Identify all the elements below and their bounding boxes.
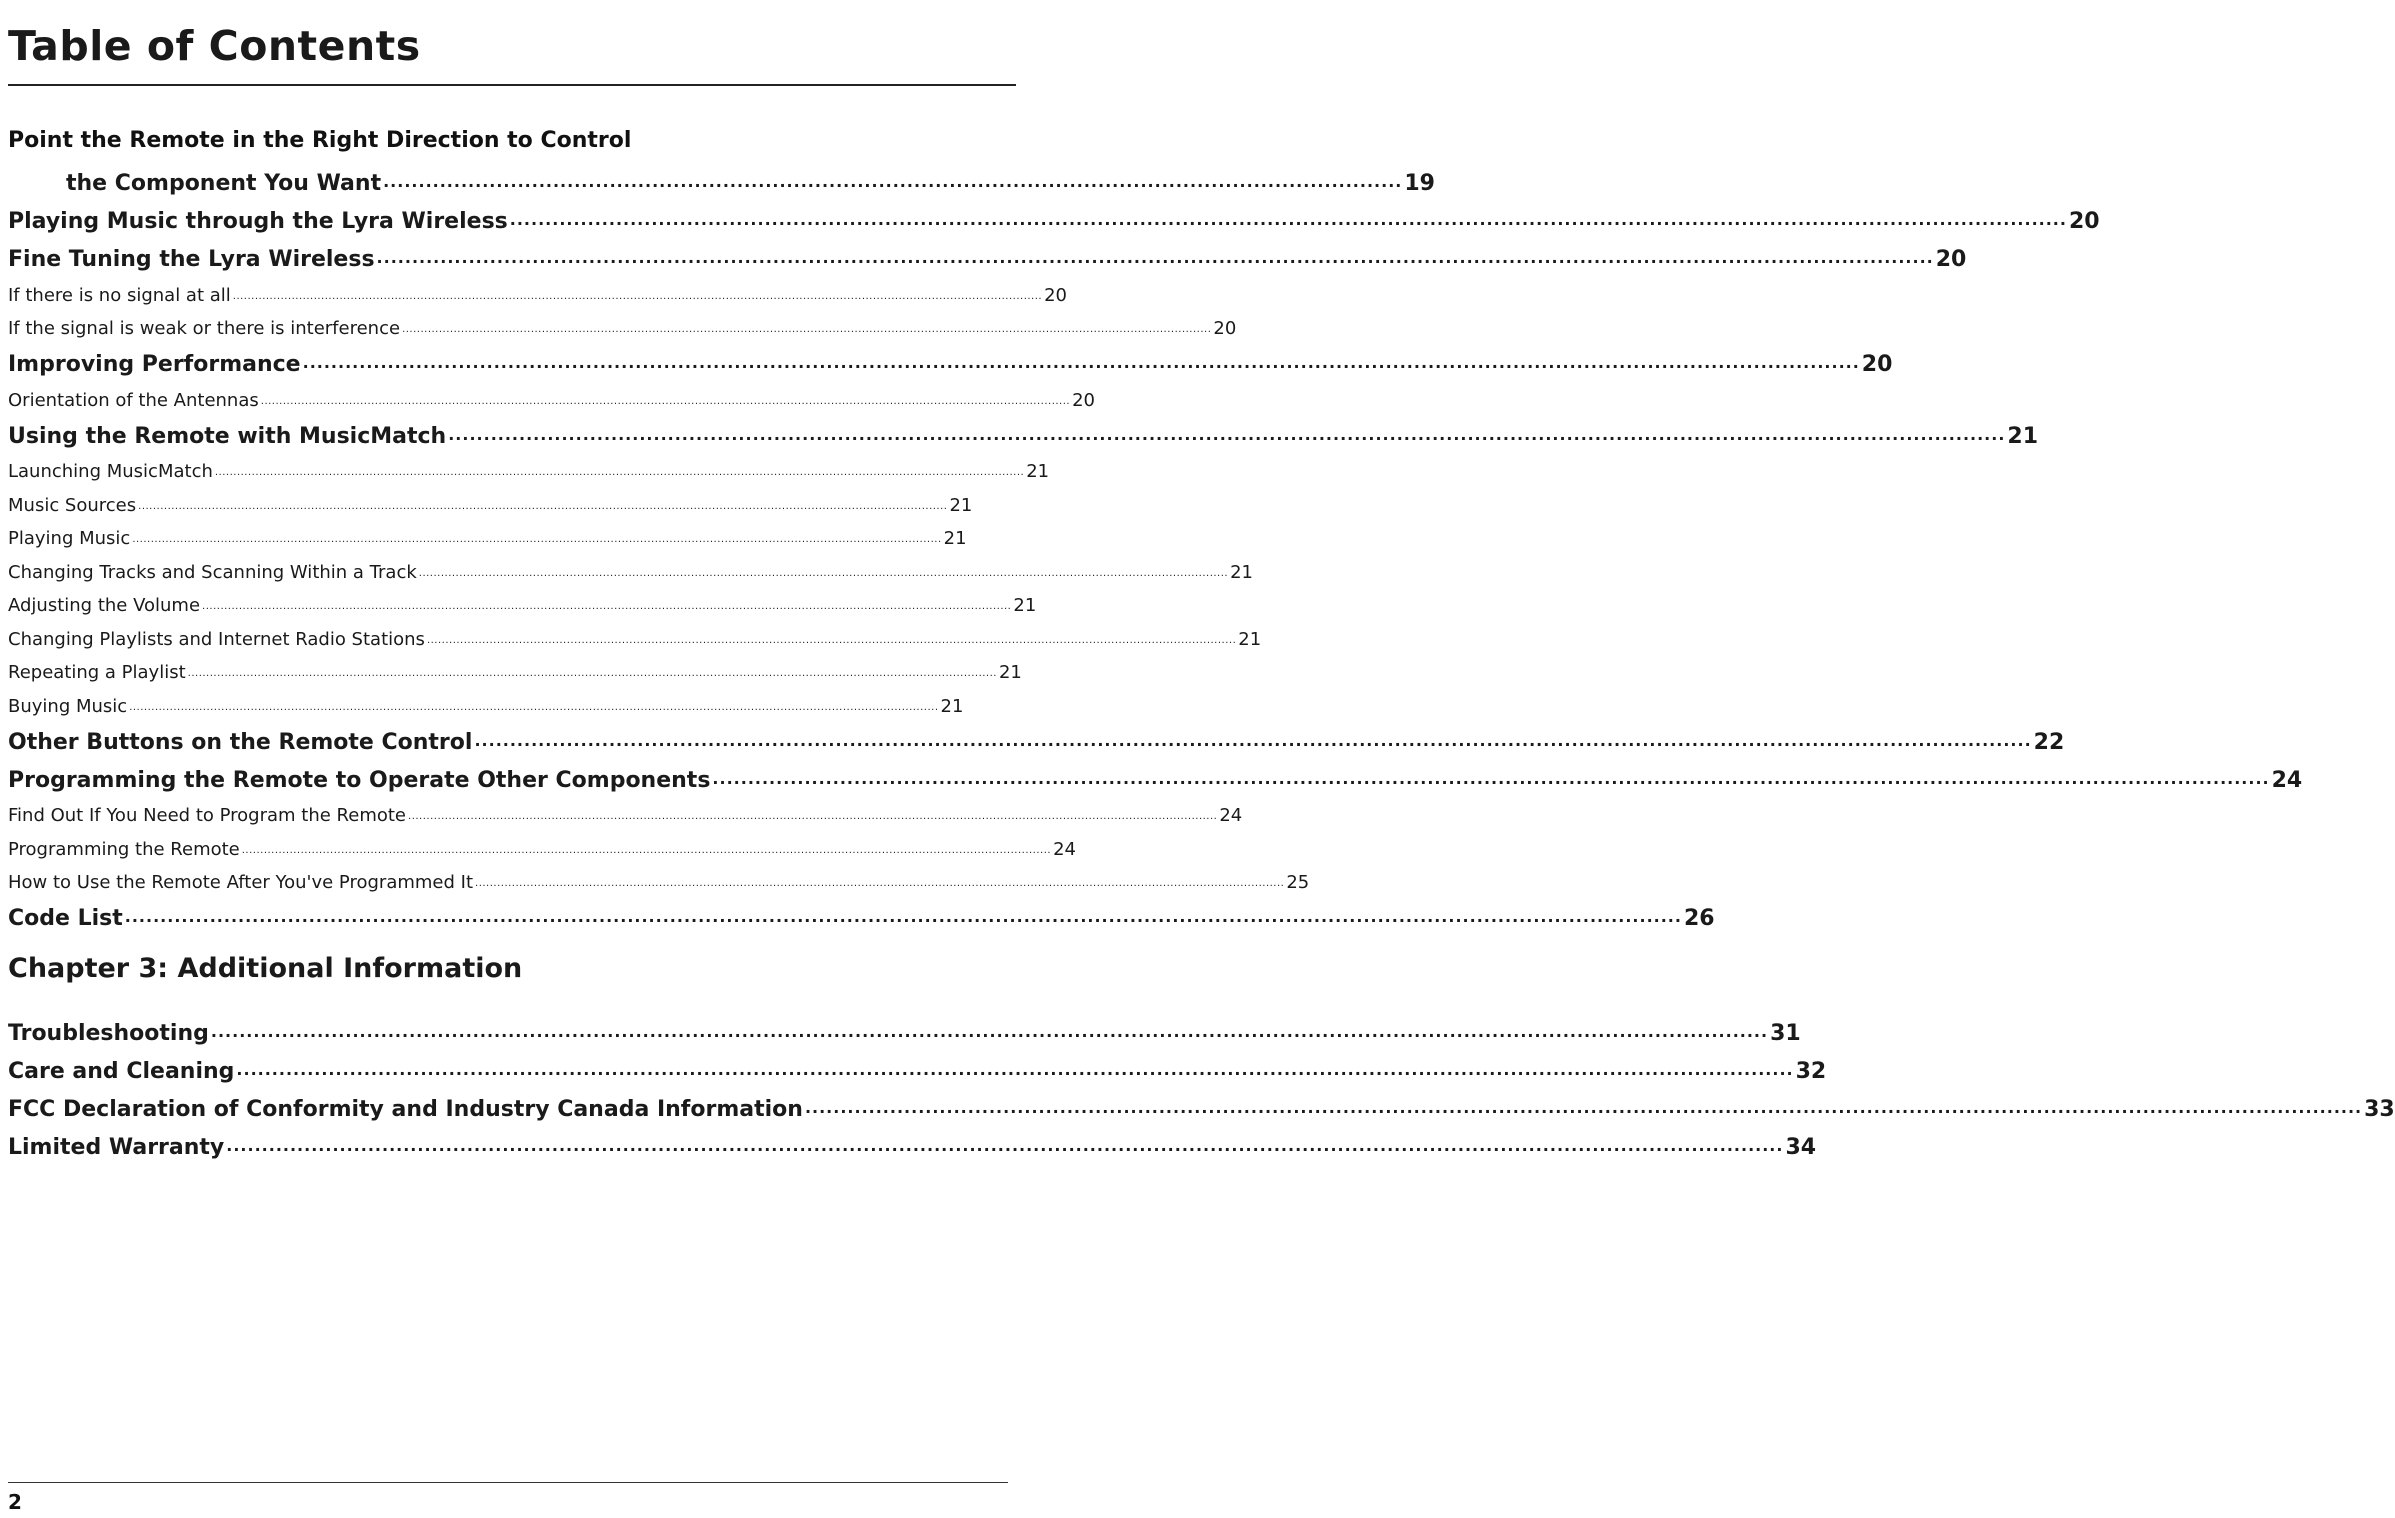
dot-leader: ............................................................................................................................................................................................................................ <box>138 500 948 512</box>
toc-entry[interactable] <box>8 793 1243 827</box>
dot-leader: ............................................................................................................................................................................................................................ <box>408 811 1218 822</box>
toc-entry-page: 21 <box>943 528 967 549</box>
page-title: Table of Contents <box>8 22 421 70</box>
toc-entry-label: Programming the Remote to Operate Other Components <box>8 767 711 793</box>
dot-leader: ............................................................................................................................................................................................................................ <box>448 424 2006 444</box>
toc-entry-label: Changing Playlists and Internet Radio Stations <box>8 628 425 650</box>
toc-entry-page: 21 <box>2007 423 2039 449</box>
dot-leader: ............................................................................................................................................................................................................................ <box>260 395 1071 407</box>
toc-entry[interactable] <box>8 1008 1801 1046</box>
dot-leader: ............................................................................................................................................................................................................................ <box>124 907 1682 926</box>
toc-entry-page: 20 <box>2068 209 2100 234</box>
title-divider <box>8 84 1016 86</box>
toc-entry-page: 34 <box>1785 1135 1817 1160</box>
toc-entry-label: Fine Tuning the Lyra Wireless <box>8 247 375 272</box>
toc-entry[interactable] <box>8 683 964 717</box>
toc-entry[interactable] <box>8 860 1310 894</box>
dot-leader: ............................................................................................................................................................................................................................ <box>474 730 2032 750</box>
toc-entry-label: Changing Tracks and Scanning Within a Track <box>8 561 417 583</box>
toc-entry-label: Orientation of the Antennas <box>8 389 259 411</box>
toc-entry[interactable] <box>8 1122 1817 1160</box>
toc-entry[interactable] <box>8 196 2100 234</box>
toc-entry[interactable] <box>8 717 2065 755</box>
toc-entry-label: If there is no signal at all <box>8 284 231 306</box>
toc-entry[interactable] <box>8 1046 1827 1084</box>
dot-leader: ............................................................................................................................................................................................................................ <box>236 1060 1794 1079</box>
toc-entry-page: 33 <box>2364 1097 2395 1122</box>
toc-entry[interactable] <box>8 411 2039 449</box>
toc-entry[interactable] <box>8 306 1237 340</box>
toc-entry-page: 24 <box>1219 805 1243 826</box>
toc-entry-label: Other Buttons on the Remote Control <box>8 729 473 755</box>
toc-entry-page: 20 <box>1861 352 1893 377</box>
dot-leader: ............................................................................................................................................................................................................................ <box>426 634 1237 646</box>
toc-entry[interactable] <box>8 755 2303 793</box>
toc-entry-multiline[interactable] <box>8 128 1435 196</box>
toc-entry-label: If the signal is weak or there is interference <box>8 318 401 339</box>
dot-leader: ............................................................................................................................................................................................................................ <box>214 467 1025 478</box>
dot-leader: ............................................................................................................................................................................................................................ <box>210 1022 1769 1041</box>
toc-entry-label: Launching MusicMatch <box>8 461 213 482</box>
toc-entry-page: 21 <box>1013 595 1037 616</box>
toc-entry-label: Buying Music <box>8 695 128 717</box>
dot-leader: ............................................................................................................................................................................................................................ <box>475 878 1285 889</box>
dot-leader: ............................................................................................................................................................................................................................ <box>376 248 1934 267</box>
toc-entry[interactable] <box>8 650 1022 684</box>
dot-leader: ............................................................................................................................................................................................................................ <box>226 1136 1784 1155</box>
toc-entry[interactable] <box>8 583 1037 617</box>
toc-entry-label: Care and Cleaning <box>8 1059 235 1084</box>
chapter-heading: Chapter 3: Additional Information <box>8 953 523 984</box>
toc-entry-page: 21 <box>940 695 964 717</box>
dot-leader: ............................................................................................................................................................................................................................ <box>804 1098 2363 1117</box>
dot-leader: ............................................................................................................................................................................................................................ <box>202 601 1012 612</box>
toc-entry-line-2 <box>8 158 1435 196</box>
toc-entry-page: 26 <box>1683 906 1715 931</box>
toc-entry-label: Adjusting the Volume <box>8 595 201 616</box>
toc-entry[interactable] <box>8 516 967 550</box>
toc-entry-label: Programming the Remote <box>8 838 240 860</box>
toc-entry-page: 21 <box>1230 561 1253 583</box>
toc-entry-page: 20 <box>1072 389 1095 411</box>
dot-leader: ............................................................................................................................................................................................................................ <box>712 768 2270 788</box>
toc-entry-page: 21 <box>1238 628 1262 650</box>
toc-entry[interactable] <box>8 826 1076 860</box>
toc-entry-page: 21 <box>1026 461 1050 482</box>
toc-entry[interactable] <box>8 339 1893 377</box>
toc-entry-page: 32 <box>1795 1059 1827 1084</box>
dot-leader: ............................................................................................................................................................................................................................ <box>241 844 1052 856</box>
toc-entry-label: Playing Music <box>8 528 131 549</box>
dot-leader: ............................................................................................................................................................................................................................ <box>132 534 942 545</box>
toc-entry-label: Using the Remote with MusicMatch <box>8 423 447 449</box>
toc-entry[interactable] <box>8 1084 2395 1122</box>
dot-leader: ............................................................................................................................................................................................................................ <box>509 210 2067 229</box>
page-number: 2 <box>8 1490 22 1514</box>
toc-entry-page: 31 <box>1770 1021 1801 1046</box>
toc-entry-page: 21 <box>949 494 973 516</box>
toc-entry-page: 20 <box>1044 284 1067 306</box>
dot-leader: ................................................................................................................................................ <box>383 172 1403 191</box>
toc-entry[interactable] <box>8 482 973 516</box>
toc-entry-page: 24 <box>1053 838 1076 860</box>
dot-leader: ............................................................................................................................................................................................................................ <box>402 324 1212 335</box>
toc-entry[interactable] <box>8 377 1095 411</box>
toc-entry[interactable] <box>8 893 1715 931</box>
toc-entry-label: Improving Performance <box>8 352 301 377</box>
toc-entry-label: FCC Declaration of Conformity and Industry Canada Information <box>8 1097 803 1122</box>
toc-entry-label: Playing Music through the Lyra Wireless <box>8 209 508 234</box>
dot-leader: ............................................................................................................................................................................................................................ <box>418 567 1229 579</box>
toc-entry-page: 19 <box>1404 171 1435 196</box>
toc-entry-label: Troubleshooting <box>8 1021 209 1046</box>
table-of-contents <box>8 128 2395 1160</box>
footer-divider <box>8 1482 1008 1483</box>
toc-items <box>8 196 2303 931</box>
toc-entry-label: How to Use the Remote After You've Programmed It <box>8 872 474 893</box>
toc-entry-label: Limited Warranty <box>8 1135 225 1160</box>
toc-entry-label: Code List <box>8 906 123 931</box>
dot-leader: ............................................................................................................................................................................................................................ <box>302 353 1860 372</box>
toc-entry-page: 24 <box>2271 767 2303 793</box>
dot-leader: ............................................................................................................................................................................................................................ <box>187 668 997 679</box>
toc-entry-label-line-2: the Component You Want <box>66 171 382 196</box>
toc-entry-label: Repeating a Playlist <box>8 662 186 683</box>
toc-entry[interactable] <box>8 272 1067 306</box>
chapter-3-items <box>8 1008 2395 1160</box>
toc-entry-label-line-1: Point the Remote in the Right Direction to Control <box>8 128 632 153</box>
toc-entry-page: 21 <box>998 662 1022 683</box>
toc-entry-page: 20 <box>1213 318 1237 339</box>
toc-entry[interactable] <box>8 449 1050 483</box>
toc-entry[interactable] <box>8 234 1967 272</box>
toc-entry-page: 20 <box>1935 247 1967 272</box>
dot-leader: ............................................................................................................................................................................................................................ <box>129 701 939 713</box>
toc-entry-page: 25 <box>1286 872 1310 893</box>
toc-entry[interactable] <box>8 549 1253 583</box>
toc-entry-label: Music Sources <box>8 494 137 516</box>
toc-entry[interactable] <box>8 616 1262 650</box>
dot-leader: ............................................................................................................................................................................................................................ <box>232 290 1043 302</box>
toc-entry-page: 22 <box>2033 729 2065 755</box>
toc-entry-label: Find Out If You Need to Program the Remote <box>8 805 407 826</box>
